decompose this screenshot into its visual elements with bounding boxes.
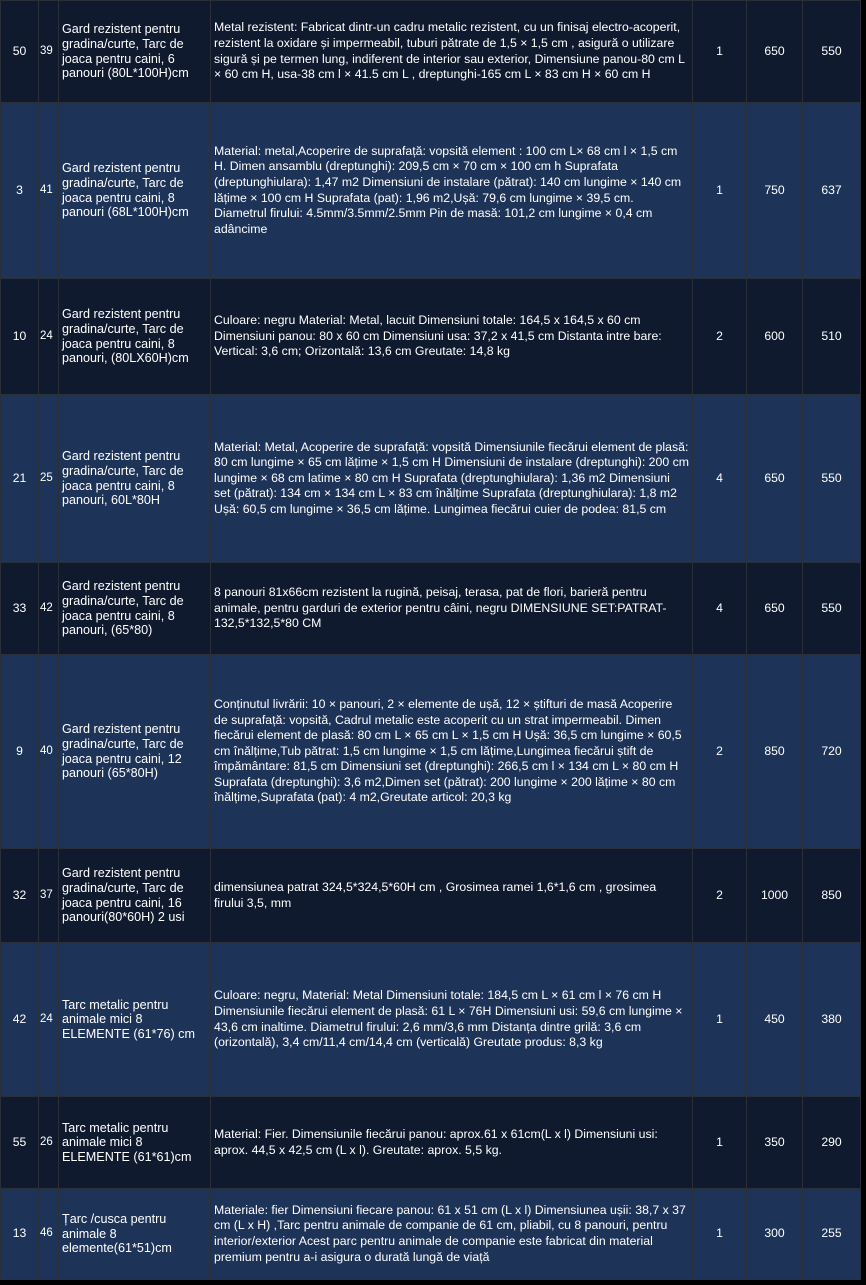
product-code: 24 [39,943,59,1097]
row-index: 50 [1,1,39,103]
quantity-cell: 1 [693,103,747,279]
discount-price-cell: 550 [803,1,861,103]
row-index: 13 [1,1189,39,1280]
row-index: 32 [1,849,39,943]
table-edge [861,849,866,943]
product-description: Culoare: negru, Material: Metal Dimensiuni totale: 184,5 cm L × 61 cm l × 76 cm H Dimensiunile fiecărui element de plasă: 61 L × 76H Dimensiuni usi: 59,6 cm lungime × 43,6 cm inaltime. Diametrul firului: 2,6 mm/3,6 mm Distanța dintre grilă: 3,6 cm (orizontală), 3,4 cm/11,4 cm/14,4 cm (verticală) Greutate produs: 8,3 kg [211,943,693,1097]
product-name: Gard rezistent pentru gradina/curte, Tarc de joaca pentru caini, 8 panouri, (80LX60H)cm [59,279,211,395]
discount-price-cell: 550 [803,563,861,655]
product-description: Conținutul livrării: 10 × panouri, 2 × elemente de ușă, 12 × știfturi de masă Acoperire de suprafață: vopsită, Cadrul metalic este acoperit cu un strat impermeabil. Dimen fiecărui element de plasă: 80 cm L × 65 cm L × 1,5 cm H Ușă: 36,5 cm lungime × 60,5 cm înălțime,Tub pătrat: 1,5 cm lungime × 1,5 cm lățime,Lungimea fiecărui știft de împământare: 81,5 cm Dimensiuni set (dreptunghi): 266,5 cm l × 134 cm L × 80 cm H Suprafata (dreptunghi): 3,6 m2,Dimen set (pătrat): 200 lungime × 200 lățime × 80 cm înălțime,Suprafata (pat): 4 m2,Greutate articol: 20,3 kg [211,655,693,849]
row-index: 21 [1,395,39,563]
table-edge [861,1189,866,1280]
product-name: Gard rezistent pentru gradina/curte, Tarc de joaca pentru caini, 12 panouri (65*80H) [59,655,211,849]
table-row [1,943,866,1097]
product-description: Material: Metal, Acoperire de suprafață: vopsită Dimensiunile fiecărui element de plasă: 80 cm lungime × 65 cm lățime × 1,5 cm H Dimensiuni de instalare (dreptunghi): 200 cm lungime × 68 cm latime × 80 cm H Suprafata (dreptunghiulara): 1,36 m2 Dimensiuni set (pătrat): 134 cm × 134 cm L × 83 cm înălțime Suprafata (dreptunghiulara): 1,8 m2 Ușă: 60,5 cm lungime × 36,5 cm lățime. Lungimea fiecărui cuier de podea: 81,5 cm [211,395,693,563]
price-cell: 450 [747,943,803,1097]
price-cell: 650 [747,395,803,563]
product-name: Tarc metalic pentru animale mici 8 ELEMENTE (61*76) cm [59,943,211,1097]
product-description: Material: Fier. Dimensiunile fiecărui panou: aprox.61 x 61cm(L x l) Dimensiuni usi: aprox. 44,5 x 42,5 cm (L x l). Greutate: aprox. 5,5 kg. [211,1097,693,1189]
discount-price-cell: 550 [803,395,861,563]
table-row [1,279,866,395]
product-code: 41 [39,103,59,279]
price-cell: 650 [747,1,803,103]
table-edge [861,103,866,279]
discount-price-cell: 637 [803,103,861,279]
discount-price-cell: 290 [803,1097,861,1189]
discount-price-cell: 850 [803,849,861,943]
row-index: 10 [1,279,39,395]
product-code: 46 [39,1189,59,1280]
quantity-cell: 4 [693,563,747,655]
product-name: Gard rezistent pentru gradina/curte, Tarc de joaca pentru caini, 8 panouri (68L*100H)cm [59,103,211,279]
product-code: 25 [39,395,59,563]
product-name: Țarc /cusca pentru animale 8 elemente(61*51)cm [59,1189,211,1280]
table-row [1,1189,866,1280]
discount-price-cell: 720 [803,655,861,849]
product-name: Gard rezistent pentru gradina/curte, Tarc de joaca pentru caini, 16 panouri(80*60H) 2 usi [59,849,211,943]
table-row [1,395,866,563]
price-cell: 650 [747,563,803,655]
discount-price-cell: 380 [803,943,861,1097]
table-row [1,1097,866,1189]
product-name: Tarc metalic pentru animale mici 8 ELEMENTE (61*61)cm [59,1097,211,1189]
product-description: Materiale: fier Dimensiuni fiecare panou: 61 x 51 cm (L x l) Dimensiunea ușii: 38,7 x 37 cm (L x H) ,Tarc pentru animale de companie de 61 cm, pliabil, cu 8 panouri, pentru interior/exterior Acest parc pentru animale de companie este fabricat din material premium pentru a-i asigura o durată lungă de viață [211,1189,693,1280]
quantity-cell: 2 [693,279,747,395]
price-cell: 850 [747,655,803,849]
row-index: 3 [1,103,39,279]
table-edge [861,1,866,103]
product-description: Metal rezistent: Fabricat dintr-un cadru metalic rezistent, cu un finisaj electro-acoperit, rezistent la oxidare și impermeabil, tuburi pătrate de 1,5 × 1,5 cm , asigură o utilizare sigură și pe termen lung, indiferent de interior sau exterior, Dimensiune panou-80 cm L × 60 cm H, usa-38 cm l × 41.5 cm L , dreptunghi-165 cm L × 83 cm H × 60 cm H [211,1,693,103]
product-name: Gard rezistent pentru gradina/curte, Tarc de joaca pentru caini, 6 panouri (80L*100H)cm [59,1,211,103]
quantity-cell: 4 [693,395,747,563]
price-cell: 600 [747,279,803,395]
discount-price-cell: 510 [803,279,861,395]
table-row [1,849,866,943]
table-edge [861,395,866,563]
table-row [1,1,866,103]
table-row [1,103,866,279]
product-description: dimensiunea patrat 324,5*324,5*60H cm , Grosimea ramei 1,6*1,6 cm , grosimea firului 3,5, mm [211,849,693,943]
product-description: Material: metal,Acoperire de suprafață: vopsită element : 100 cm L× 68 cm l × 1,5 cm H. Dimen ansamblu (dreptunghi): 209,5 cm × 70 cm × 100 cm h Suprafata (dreptunghiulara): 1,47 m2 Dimensiuni de instalare (pătrat): 140 cm lungime × 140 cm lățime × 100 cm H Suprafata (pat): 1,96 m2,Ușă: 79,6 cm lungime × 39,5 cm. Diametrul firului: 4.5mm/3.5mm/2.5mm Pin de masă: 101,2 cm lungime × 0,4 cm adâncime [211,103,693,279]
quantity-cell: 2 [693,655,747,849]
quantity-cell: 1 [693,1097,747,1189]
product-name: Gard rezistent pentru gradina/curte, Tarc de joaca pentru caini, 8 panouri, (65*80) [59,563,211,655]
quantity-cell: 1 [693,1,747,103]
quantity-cell: 1 [693,943,747,1097]
table-row [1,655,866,849]
table-edge [861,1097,866,1189]
quantity-cell: 2 [693,849,747,943]
product-code: 24 [39,279,59,395]
table-edge [861,563,866,655]
product-code: 42 [39,563,59,655]
price-cell: 350 [747,1097,803,1189]
price-cell: 750 [747,103,803,279]
price-cell: 300 [747,1189,803,1280]
product-code: 39 [39,1,59,103]
row-index: 55 [1,1097,39,1189]
table-edge [861,943,866,1097]
discount-price-cell: 255 [803,1189,861,1280]
product-code: 26 [39,1097,59,1189]
table-edge [861,655,866,849]
product-code: 40 [39,655,59,849]
product-description: Culoare: negru Material: Metal, lacuit Dimensiuni totale: 164,5 x 164,5 x 60 cm Dimensiuni panou: 80 x 60 cm Dimensiuni usa: 37,2 x 41,5 cm Distanta intre bare: Vertical: 3,6 cm; Orizontală: 13,6 cm Greutate: 14,8 kg [211,279,693,395]
product-code: 37 [39,849,59,943]
table-edge [861,279,866,395]
product-description: 8 panouri 81x66cm rezistent la rugină, peisaj, terasa, pat de flori, barieră pentru animale, pentru garduri de exterior pentru câini, negru DIMENSIUNE SET:PATRAT-132,5*132,5*80 CM [211,563,693,655]
row-index: 42 [1,943,39,1097]
row-index: 9 [1,655,39,849]
price-cell: 1000 [747,849,803,943]
quantity-cell: 1 [693,1189,747,1280]
product-name: Gard rezistent pentru gradina/curte, Tarc de joaca pentru caini, 8 panouri, 60L*80H [59,395,211,563]
table-row [1,563,866,655]
row-index: 33 [1,563,39,655]
